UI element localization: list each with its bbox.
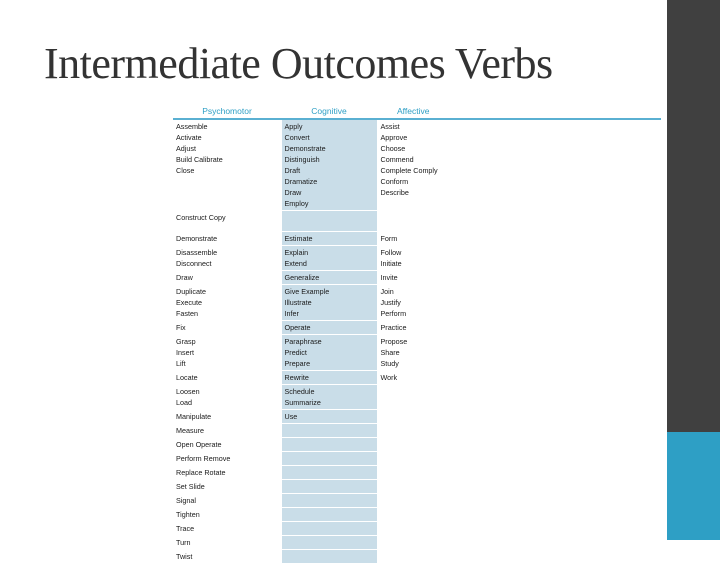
verb-text: Execute xyxy=(176,298,202,307)
cell-cognitive xyxy=(281,410,377,424)
cell-psychomotor xyxy=(173,410,281,424)
verb-text: Summarize xyxy=(284,398,321,407)
verb-text: Invite xyxy=(380,273,398,282)
verb-text: Duplicate xyxy=(176,287,206,296)
verb-text: Apply xyxy=(284,122,303,131)
cell-psychomotor xyxy=(173,246,281,271)
verb-text: Turn xyxy=(176,538,191,547)
verb-text: Disassemble xyxy=(176,248,218,257)
cell-cognitive xyxy=(281,371,377,385)
verb-text: Fix xyxy=(176,323,186,332)
cell-affective xyxy=(377,438,661,452)
verb-text: Draw xyxy=(284,188,302,197)
cell-cognitive xyxy=(281,321,377,335)
cell-cognitive xyxy=(281,285,377,321)
table-row xyxy=(173,371,661,385)
verb-text: Approve xyxy=(380,133,408,142)
cell-cognitive xyxy=(281,438,377,452)
cell-cognitive xyxy=(281,550,377,564)
table-row xyxy=(173,246,661,271)
cell-psychomotor xyxy=(173,494,281,508)
verbs-table xyxy=(173,104,661,564)
cell-psychomotor xyxy=(173,438,281,452)
header-cognitive: Cognitive xyxy=(281,104,377,119)
verb-text: Distinguish xyxy=(284,155,320,164)
verb-text: Fasten xyxy=(176,309,198,318)
cell-affective xyxy=(377,246,661,271)
verb-text: Tighten xyxy=(176,510,200,519)
verb-text: Replace Rotate xyxy=(176,468,226,477)
table-row xyxy=(173,508,661,522)
cell-psychomotor xyxy=(173,550,281,564)
table-row xyxy=(173,480,661,494)
cell-cognitive xyxy=(281,466,377,480)
cell-affective xyxy=(377,522,661,536)
cell-affective xyxy=(377,232,661,246)
cell-psychomotor xyxy=(173,452,281,466)
verb-text: Rewrite xyxy=(284,373,309,382)
cell-psychomotor xyxy=(173,536,281,550)
table-row xyxy=(173,438,661,452)
cell-psychomotor xyxy=(173,321,281,335)
verb-text: Complete Comply xyxy=(380,166,438,175)
cell-cognitive xyxy=(281,211,377,232)
cell-cognitive xyxy=(281,508,377,522)
table-row xyxy=(173,321,661,335)
side-accent-bar xyxy=(667,432,720,540)
verb-text: Locate xyxy=(176,373,198,382)
verb-text: Choose xyxy=(380,144,406,153)
verb-text: Estimate xyxy=(284,234,313,243)
verb-text: Assemble xyxy=(176,122,208,131)
slide-title: Intermediate Outcomes Verbs xyxy=(44,39,553,88)
verb-text: Conform xyxy=(380,177,409,186)
verbs-table-body xyxy=(173,119,661,564)
verb-text: Build Calibrate xyxy=(176,155,223,164)
cell-affective xyxy=(377,335,661,371)
verb-text: Grasp xyxy=(176,337,196,346)
table-row xyxy=(173,410,661,424)
verb-text: Disconnect xyxy=(176,259,212,268)
cell-affective xyxy=(377,371,661,385)
table-row xyxy=(173,232,661,246)
verb-text: Explain xyxy=(284,248,309,257)
cell-affective xyxy=(377,271,661,285)
verb-text: Close xyxy=(176,166,195,175)
verb-text: Justify xyxy=(380,298,401,307)
verb-text: Join xyxy=(380,287,394,296)
cell-cognitive xyxy=(281,494,377,508)
table-header-row xyxy=(173,104,661,119)
verb-text: Lift xyxy=(176,359,186,368)
verb-text: Form xyxy=(380,234,398,243)
cell-cognitive xyxy=(281,271,377,285)
verb-text: Twist xyxy=(176,552,193,561)
verb-text: Commend xyxy=(380,155,414,164)
verb-text: Draft xyxy=(284,166,301,175)
table-row xyxy=(173,466,661,480)
verb-text: Employ xyxy=(284,199,309,208)
cell-affective xyxy=(377,410,661,424)
cell-affective xyxy=(377,452,661,466)
cell-affective xyxy=(377,321,661,335)
cell-affective xyxy=(377,550,661,564)
cell-cognitive xyxy=(281,536,377,550)
cell-affective xyxy=(377,466,661,480)
cell-psychomotor xyxy=(173,271,281,285)
cell-psychomotor xyxy=(173,385,281,410)
verb-text: Describe xyxy=(380,188,409,197)
table-row xyxy=(173,385,661,410)
cell-affective xyxy=(377,119,661,211)
table-row xyxy=(173,550,661,564)
verb-text: Measure xyxy=(176,426,204,435)
cell-affective xyxy=(377,508,661,522)
verb-text: Construct Copy xyxy=(176,213,226,222)
verb-text: Study xyxy=(380,359,399,368)
verb-text: Practice xyxy=(380,323,407,332)
verb-text: Work xyxy=(380,373,398,382)
verb-text: Perform xyxy=(380,309,407,318)
cell-cognitive xyxy=(281,424,377,438)
cell-psychomotor xyxy=(173,119,281,211)
verb-text: Demonstrate xyxy=(176,234,218,243)
verb-text: Share xyxy=(380,348,400,357)
cell-cognitive xyxy=(281,232,377,246)
cell-psychomotor xyxy=(173,211,281,232)
verb-text: Prepare xyxy=(284,359,311,368)
verb-text: Set Slide xyxy=(176,482,205,491)
verb-text: Predict xyxy=(284,348,307,357)
verb-text: Convert xyxy=(284,133,310,142)
cell-cognitive xyxy=(281,246,377,271)
cell-cognitive xyxy=(281,385,377,410)
verb-text: Paraphrase xyxy=(284,337,322,346)
verb-text: Extend xyxy=(284,259,307,268)
verb-text: Propose xyxy=(380,337,408,346)
cell-affective xyxy=(377,536,661,550)
table-row xyxy=(173,211,661,232)
cell-cognitive xyxy=(281,335,377,371)
verb-text: Loosen xyxy=(176,387,200,396)
cell-psychomotor xyxy=(173,335,281,371)
table-row xyxy=(173,335,661,371)
verb-text: Follow xyxy=(380,248,402,257)
verb-text: Illustrate xyxy=(284,298,312,307)
cell-psychomotor xyxy=(173,232,281,246)
verb-text: Dramatize xyxy=(284,177,318,186)
verb-text: Open Operate xyxy=(176,440,222,449)
verb-text: Give Example xyxy=(284,287,330,296)
table-row xyxy=(173,452,661,466)
verb-text: Demonstrate xyxy=(284,144,326,153)
cell-cognitive xyxy=(281,522,377,536)
cell-affective xyxy=(377,424,661,438)
cell-psychomotor xyxy=(173,466,281,480)
verb-text: Trace xyxy=(176,524,195,533)
verb-text: Activate xyxy=(176,133,202,142)
cell-cognitive xyxy=(281,119,377,211)
header-psychomotor: Psychomotor xyxy=(173,104,281,119)
table-row xyxy=(173,536,661,550)
table-row xyxy=(173,424,661,438)
verb-text: Operate xyxy=(284,323,311,332)
table-row xyxy=(173,285,661,321)
verb-text: Schedule xyxy=(284,387,315,396)
verb-text: Load xyxy=(176,398,192,407)
cell-affective xyxy=(377,480,661,494)
verb-text: Draw xyxy=(176,273,193,282)
verb-text: Generalize xyxy=(284,273,320,282)
cell-psychomotor xyxy=(173,508,281,522)
cell-affective xyxy=(377,211,661,232)
verb-text: Assist xyxy=(380,122,400,131)
header-affective: Affective xyxy=(377,104,661,119)
cell-affective xyxy=(377,494,661,508)
table-row xyxy=(173,271,661,285)
cell-psychomotor xyxy=(173,285,281,321)
verb-text: Infer xyxy=(284,309,299,318)
cell-affective xyxy=(377,385,661,410)
verb-text: Perform Remove xyxy=(176,454,231,463)
verb-text: Adjust xyxy=(176,144,196,153)
verb-text: Initiate xyxy=(380,259,402,268)
table-row xyxy=(173,494,661,508)
cell-psychomotor xyxy=(173,424,281,438)
cell-cognitive xyxy=(281,480,377,494)
verb-text: Insert xyxy=(176,348,194,357)
cell-psychomotor xyxy=(173,371,281,385)
verb-text: Manipulate xyxy=(176,412,212,421)
cell-cognitive xyxy=(281,452,377,466)
cell-psychomotor xyxy=(173,480,281,494)
table-row xyxy=(173,119,661,211)
cell-psychomotor xyxy=(173,522,281,536)
table-row xyxy=(173,522,661,536)
verb-text: Signal xyxy=(176,496,196,505)
verb-text: Use xyxy=(284,412,298,421)
cell-affective xyxy=(377,285,661,321)
